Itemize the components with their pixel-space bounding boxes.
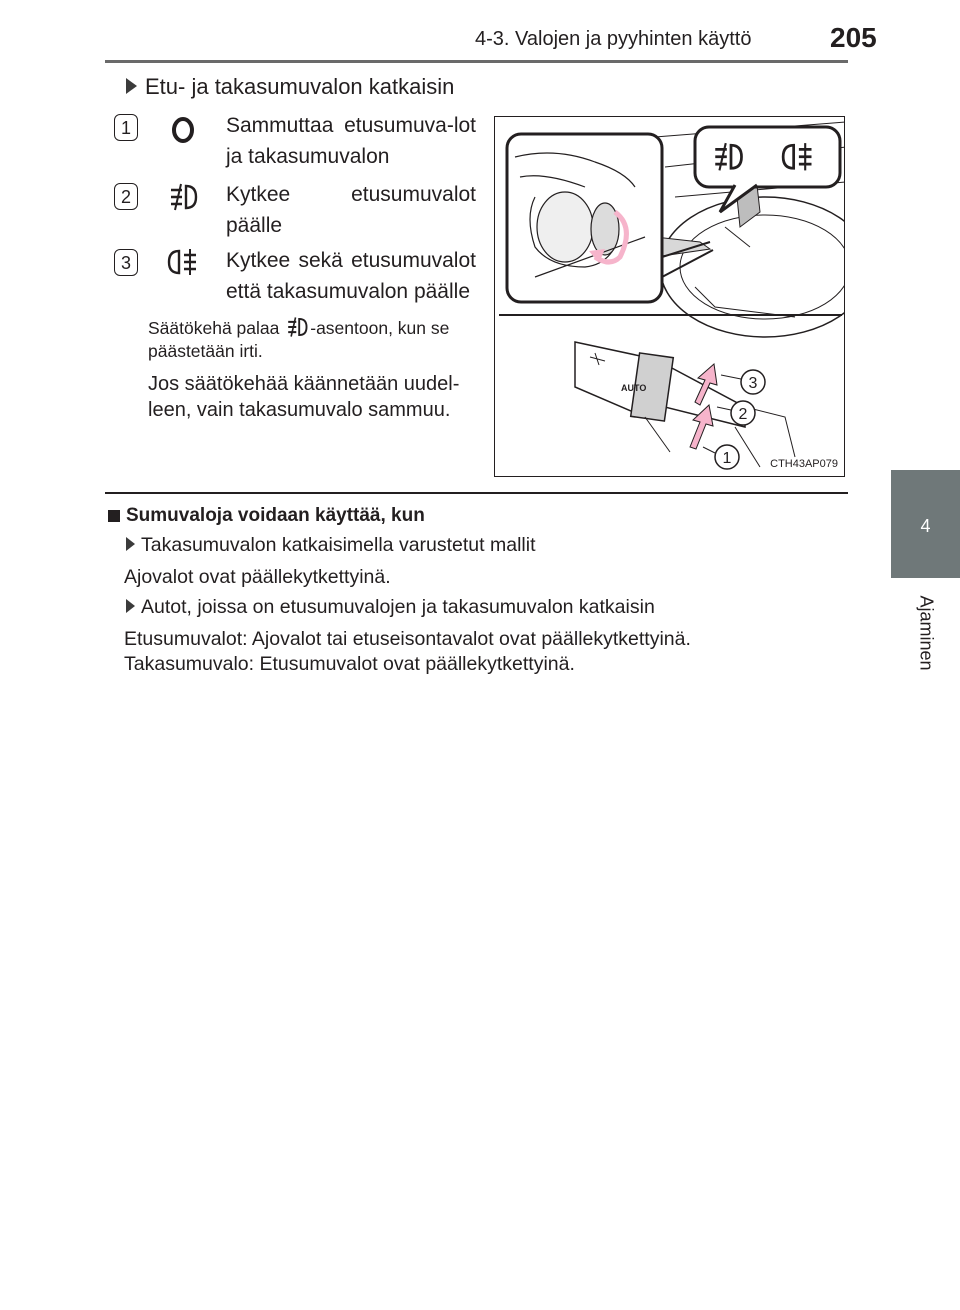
square-bullet-icon xyxy=(108,510,120,522)
usage-bullet-2 xyxy=(126,596,655,619)
item-number-1: 1 xyxy=(114,114,138,141)
item-description-1: Sammuttaa etusumuva-lot ja takasumuvalon xyxy=(226,114,476,168)
release-note-after: -asentoon, kun se päästetään irti. xyxy=(148,318,450,361)
off-ring-icon xyxy=(168,115,198,145)
chapter-tab xyxy=(891,470,960,578)
triangle-bullet-icon xyxy=(126,537,135,551)
item-number-2: 2 xyxy=(114,183,138,210)
header-section-title: 4-3. Valojen ja pyyhinten käyttö xyxy=(475,28,752,50)
callout-3: 3 xyxy=(748,375,758,392)
release-note-before: Säätökehä palaa xyxy=(148,318,280,338)
item-number-3: 3 xyxy=(114,249,138,276)
section-separator xyxy=(105,492,848,494)
figure-code: CTH43AP079 xyxy=(770,458,838,470)
usage-heading-text: Sumuvaloja voidaan käyttää, kun xyxy=(126,505,425,526)
chapter-number: 4 xyxy=(920,516,931,536)
usage-text-1: Ajovalot ovat päällekytkettyinä. xyxy=(124,566,391,588)
front-fog-icon xyxy=(166,182,200,212)
subsection-title-text: Etu- ja takasumuvalon katkaisin xyxy=(145,74,455,99)
usage-heading xyxy=(108,505,425,527)
usage-bullet-2-text: Autot, joissa on etusumuvalojen ja takasumuvalon katkaisin xyxy=(141,596,655,618)
triangle-bullet-icon xyxy=(126,78,137,94)
item-description-3: Kytkee sekä etusumuvalot että takasumuvalon päälle xyxy=(226,249,476,303)
triangle-bullet-icon xyxy=(126,599,135,613)
rear-fog-icon xyxy=(166,247,200,277)
front-fog-inline-icon xyxy=(284,316,310,338)
chapter-label-box xyxy=(891,578,960,688)
rotate-again-note: Jos säätökehää käännetään uudel-leen, vain takasumuvalo sammuu. xyxy=(148,373,460,421)
chapter-label: Ajaminen xyxy=(916,595,936,671)
usage-bullet-1-text: Takasumuvalon katkaisimella varustetut mallit xyxy=(141,534,536,556)
usage-text-2b: Takasumuvalo: Etusumuvalot ovat päällekytkettyinä. xyxy=(124,653,575,675)
fog-switch-illustration xyxy=(494,116,845,477)
item-description-2: Kytkee etusumuvalot päälle xyxy=(226,183,476,237)
usage-text-2a: Etusumuvalot: Ajovalot tai etuseisontavalot ovat päällekytkettyinä. xyxy=(124,628,691,650)
header-rule xyxy=(105,60,848,63)
callout-1: 1 xyxy=(722,450,732,467)
lever-drawing xyxy=(495,117,845,477)
subsection-title xyxy=(126,74,454,100)
release-note xyxy=(148,316,478,363)
callout-2: 2 xyxy=(738,406,748,423)
usage-bullet-1 xyxy=(126,534,536,557)
page-number: 205 xyxy=(830,22,877,53)
lever-auto-text: AUTO xyxy=(621,383,647,393)
